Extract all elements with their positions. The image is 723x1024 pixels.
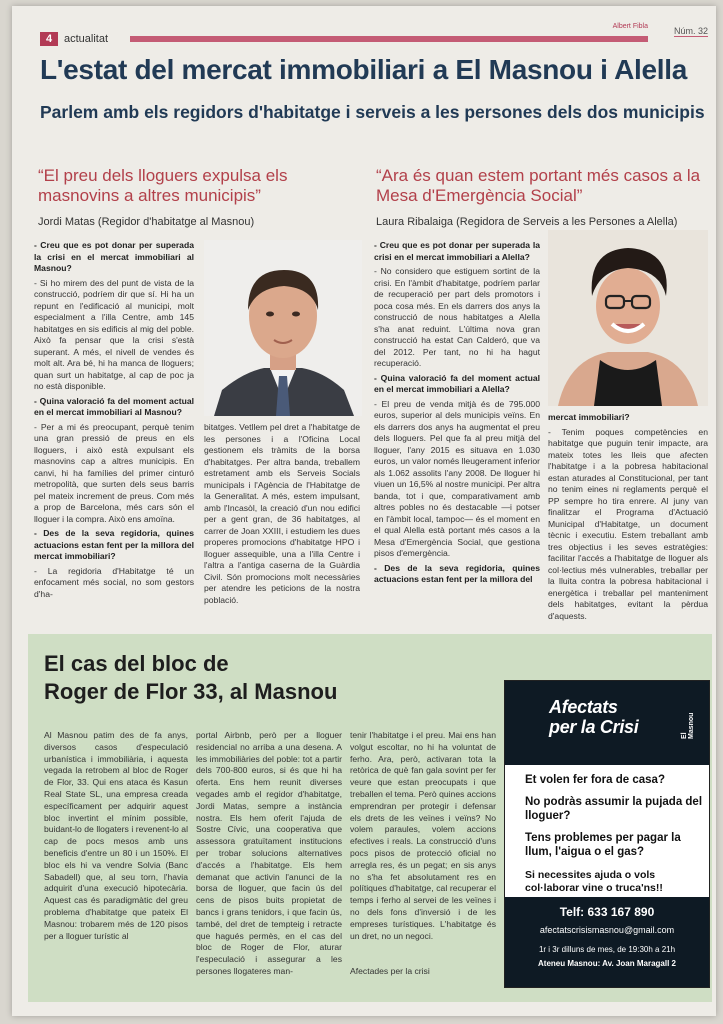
poster-line-4: Si necessites ajuda o vols col·laborar vine o truca'ns!!: [525, 869, 663, 894]
box-column-1: Al Masnou patim des de fa anys, diversos casos d'especulació urbanística i immobiliària, i aquesta vegada la retrobem al bloc de Roger de Flor, 33. Qui ens ataca és Kasun Real State SL, una empresa creada específicament per adquirir aquest bloc invertint el mínim possible, buidant-lo de llogaters i revenent-lo al cap de pocs mesos amb uns beneficis d'entre un 80 i un 150%. El bloc els hi va vendre Solvia (Banc Sabadell) que, al seu torn, l'havia adquirit d'una execució hipotecària. Aquest cas és paradigmàtic del greu problema d'habitatge que pateix El Masnou: trobarem més de 120 pisos per a lloguer turístic al: [44, 730, 188, 941]
header-rule: [130, 36, 648, 42]
interview-answer: - Per a mi és preocupant, perquè tenim una gran pressió de preus en els lloguers, i això està expulsant els masnovins cap a altres municipis. En canvi, hi ha famílies del primer cinturó metropolità, que surten dels seus barris pel mateix increment de preus. Com més a prop de Barcelona, més cars són el lloguer i la compra. Això ens amoïna.: [34, 421, 194, 524]
issue-number-text: Núm. 32: [673, 26, 708, 36]
newspaper-page: [12, 6, 716, 1016]
left-column-2: [204, 422, 360, 626]
interview-question: - Quina valoració fa del moment actual en el mercat immobiliari a Alella?: [374, 372, 540, 394]
right-byline: Laura Ribalaiga (Regidora de Serveis a les Persones a Alella): [376, 216, 678, 228]
page-number: 4: [40, 32, 58, 46]
interview-question: - Quina valoració fa del moment actual en el mercat immobiliari al Masnou?: [34, 395, 194, 417]
interview-question: - Creu que es pot donar per superada la crisi en el mercat immobiliari a Alella?: [374, 240, 540, 262]
article-subtitle: Parlem amb els regidors d'habitatge i serveis a les persones dels dos municipis: [40, 102, 705, 122]
left-column-1: [34, 240, 194, 626]
box-title-line-1: El cas del bloc de: [44, 651, 229, 676]
afectats-poster: [504, 680, 710, 988]
poster-schedule: 1r i 3r dilluns de mes, de 19:30h a 21h: [538, 945, 676, 954]
interview-question: - Des de la seva regidoria, quines actuacions estan fent per la millora del: [374, 562, 540, 584]
poster-logo-line-1: Afectats: [549, 697, 618, 717]
interview-answer: - La regidoria d'Habitatge té un enfocament més social, no som gestors d'ha-: [34, 565, 194, 599]
poster-line-3: Tens problemes per pagar la llum, l'aigua o el gas?: [525, 832, 681, 858]
interview-question: - Des de la seva regidoria, quines actuacions estan fent per la millora del mercat immobiliari?: [34, 528, 194, 561]
interview-answer: - Tenim poques competències en habitatge que puguin tenir impacte, ara mateix totes les lleis que afecten l'habitatge i a la pobresa habitacional estan aturades al Constitucional, per tant no tenim eines ni reglaments perquè el PP sempre ho tira enrere. Al juny van finalitzar el Programa d'Actuació Municipal d'Habitatge, un document tècnic i executiu. Estem treballant amb tres objectius i les seves estratègies: facilitar l'accés a l'habitatge de lloguer als col·lectius més vulnerables, treballar per la lluita contra la pobresa habitacional i energètica i treballar pel manteniment dels habitatges, evitant la pèrdua d'aquests.: [548, 426, 708, 621]
right-column-2: [548, 412, 708, 626]
poster-phone: Telf: 633 167 890: [559, 905, 655, 919]
poster-line-1: Et volen fer fora de casa?: [525, 774, 665, 786]
poster-footer: [505, 897, 709, 987]
interview-question: mercat immobiliari?: [548, 412, 630, 422]
interview-question: - Creu que es pot donar per superada la crisi en el mercat immobiliari al Masnou?: [34, 240, 194, 273]
poster-logo-line-2: per la Crisi: [549, 717, 639, 737]
poster-line-2: No podràs assumir la pujada del lloguer?: [525, 796, 703, 822]
interview-answer: - No considero que estiguem sortint de la crisi. En l'àmbit d'habitatge, podríem parlar de recuperació per part dels promotors i poca cosa més. En els darrers dos anys la construcció de nous habitatges a Alella s'ha anat reduint. L'última nova gran construcció ha estat Can Calderó, que va del 2012. Per tant, no hi ha hagut recuperació.: [374, 266, 540, 368]
page-header: [40, 23, 708, 46]
section-label: actualitat: [64, 33, 109, 45]
jordi-matas-photo: [204, 240, 362, 416]
interview-answer: - Si ho mirem des del punt de vista de la construcció, podríem dir que sí. Hi ha un repunt en l'edificació al municipi, molt especialment a l'illa Centre, amb 145 habitatges en sis edificis al mig del poble. Això fa pensar que la crisi s'està superant. A més, el nivell de vendes és molt alt. Ara bé, hi ha manca de lloguers; quan surt un habitatge, al cap de poc ja no està disponible.: [34, 277, 194, 391]
issue-number: [674, 26, 708, 37]
laura-ribalaiga-photo: [548, 230, 708, 406]
box-column-3: tenir l'habitatge i el preu. Mai ens han volgut escoltar, no hi ha voluntat de ferho. Ara, però, activaran tota la retòrica de què fan gala sovint per fer veure que estan preocupats i que treballen el tema. Però quines accions emprendran per protegir i defensar els drets de les veïnes i veïns? No volem paraules, volem accions efectives i reals. La construcció d'uns pocs pisos de protecció oficial no arregla res, és un pegat; en sis anys no s'ha fet absolutament res en polítiques d'habitatge, cal recuperar el temps i ferho al servei de les veïnes i no dels fons d'inversió i de les empreses turístiques. L'habitatge és un dret, no un negoci.: [350, 730, 496, 941]
poster-header: [505, 681, 709, 765]
left-byline: Jordi Matas (Regidor d'habitatge al Masnou): [38, 216, 255, 228]
left-quote: “El preu dels lloguers expulsa els masnovins a altres municipis”: [38, 166, 288, 205]
box-signature: Afectades per la crisi: [350, 966, 430, 976]
poster-email: afectatscrisismasnou@gmail.com: [539, 925, 675, 935]
roger-de-flor-box: [28, 634, 712, 1002]
header-author: Albert Fibla: [612, 23, 648, 30]
poster-place: Ateneu Masnou: Av. Joan Maragall 2: [538, 959, 676, 968]
poster-logo-tag: El Masnou: [681, 712, 695, 739]
box-title: [44, 650, 337, 706]
right-quote: “Ara és quan estem portant més casos a la Mesa d'Emergència Social”: [376, 166, 701, 205]
box-title-line-2: Roger de Flor 33, al Masnou: [44, 679, 338, 704]
article-title: L'estat del mercat immobiliari a El Masnou i Alella: [40, 54, 687, 85]
interview-answer: - El preu de venda mitjà és de 795.000 euros, superior al dels municipis veïns. En els darrers dos anys ha augmentat el preu dels lloguers. Pel que fa al preu mitjà del lloguer, l'any 2015 es situava en 1.030 euros, un valor només lleugerament inferior als 1.062 assolits l'any 2008. De lloguer hi viuen un 16,5% al nostre municipi. Per altra banda, tot i que, comparativament amb altres pobles no és destacable —i potser en l'àmbit local, tampoc— és el moment en el qual Alella està portant més casos a la Mesa d'Emergència Social, que gestiona pisos d'emergència.: [374, 398, 540, 558]
right-column-1: [374, 240, 540, 626]
box-column-2: portal Airbnb, però per a lloguer residencial no arriba a una desena. A les immobiliàries del poble: tot a partir dels 700-800 euros, si és que hi ha oferta. Ens hem reunit diverses vegades amb el regidor d'habitatge, Jordi Matas, sempre a instància nostra. Els hem oferit l'ajuda de Sostre Cívic, una cooperativa que assessora gratuïtament institucions per trobar solucions alternatives d'accés a l'habitatge. Els hem demanat que activin l'anunci de la borsa de lloguer, que facin ús del cens de pisos buits propietat de bancs i grans tenidors, i que facin ús, també, del dret de tempteig i retracte que hagués permès, en el cas del bloc de Roger de Flor, aturar l'especulació i assegurar a les persones llogateres man-: [196, 730, 342, 976]
left-column-2-text: bitatges. Vetllem pel dret a l'habitatge de les persones i a l'Oficina Local gestionem els tràmits de la borsa d'habitatges. Per altra banda, treballem estretament amb els Serveis Socials municipals i l'Agència de l'Habitatge de la Generalitat. A més, estem impulsant, amb l'Incasòl, la creació d'un nou edifici per a gent gran, de 36 habitatges, al carrer de Joan XXIII, i estudiem les dues properes promocions d'habitatge HPO i lloguer assequible, una a l'illa Centre i l'altra a l'antiga caserna de la Guàrdia Civil. Són promocions molt necessàries per atendre les peticions de la nostra població.: [204, 422, 360, 605]
